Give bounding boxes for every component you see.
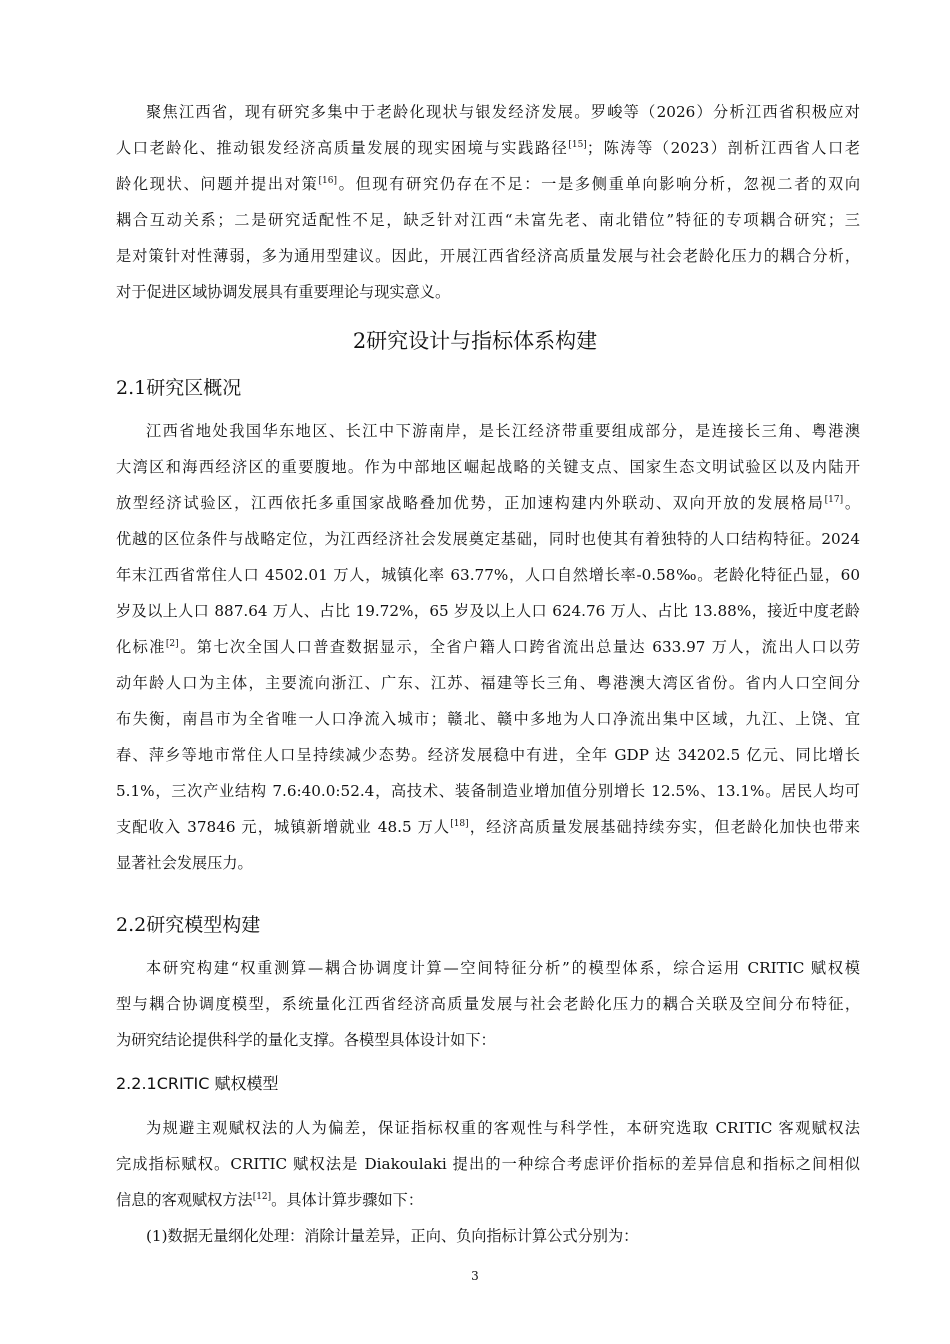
text-line: 聚焦江西省，现有研究多集中于老龄化现状与银发经济发展。罗峻等（2026）分析江西省积极应对: [146, 103, 860, 121]
region-overview-paragraph: [116, 413, 860, 881]
text-line: 耦合互动关系；二是研究适配性不足，缺乏针对江西“未富先老、南北错位”特征的专项耦合研究；三: [116, 211, 860, 229]
subsection-heading: 2.2研究模型构建: [116, 914, 261, 936]
text-line: 显著社会发展压力。: [116, 854, 253, 872]
citation: [2]: [165, 638, 179, 649]
text-line: 为研究结论提供科学的量化支撑。各模型具体设计如下：: [116, 1031, 496, 1049]
text-line: 是对策针对性薄弱，多为通用型建议。因此，开展江西省经济高质量发展与社会老龄化压力的耦合分析，: [116, 247, 860, 265]
text-line: 龄化现状、问题并提出对策[16]。但现有研究仍存在不足：一是多侧重单向影响分析，忽视二者的双向: [116, 175, 861, 193]
text-line: 大湾区和海西经济区的重要腹地。作为中部地区崛起战略的关键支点、国家生态文明试验区以及内陆开: [116, 458, 860, 476]
citation: [16]: [318, 175, 337, 186]
text-line: 化标准[2]。第七次全国人口普查数据显示，全省户籍人口跨省流出总量达 633.97 万人，流出人口以劳: [116, 638, 861, 656]
page-number: 3: [471, 1269, 479, 1283]
text-line: 岁及以上人口 887.64 万人、占比 19.72%，65 岁及以上人口 624.76 万人、占比 13.88%，接近中度老龄: [116, 602, 860, 620]
text-line: 型与耦合协调度模型，系统量化江西省经济高质量发展与社会老龄化压力的耦合关联及空间分布特征，: [116, 995, 860, 1013]
text-line: 江西省地处我国华东地区、长江中下游南岸，是长江经济带重要组成部分，是连接长三角、粤港澳: [146, 422, 860, 440]
citation: [12]: [252, 1191, 272, 1202]
model-paragraph: [116, 950, 860, 1058]
text-line: 为规避主观赋权法的人为偏差，保证指标权重的客观性与科学性，本研究选取 CRITIC 客观赋权法: [146, 1119, 860, 1137]
text-line: 动年龄人口为主体，主要流向浙江、广东、江苏、福建等长三角、粤港澳大湾区省份。省内人口空间分: [116, 674, 860, 692]
section-heading: 2研究设计与指标体系构建: [352, 329, 598, 353]
subsubsection-heading: 2.2.1CRITIC 赋权模型: [116, 1074, 279, 1093]
text-line: 本研究构建“权重测算—耦合协调度计算—空间特征分析”的模型体系，综合运用 CRITIC 赋权模: [146, 959, 860, 977]
text-line: 支配收入 37846 元，城镇新增就业 48.5 万人[18]，经济高质量发展基础持续夯实，但老龄化加快也带来: [116, 818, 860, 836]
text-line: 人口老龄化、推动银发经济高质量发展的现实困境与实践路径[15]；陈涛等（2023）剖析江西省人口老: [116, 139, 861, 157]
text-line: 年末江西省常住人口 4502.01 万人，城镇化率 63.77%，人口自然增长率-0.58‰。老龄化特征凸显，60: [116, 566, 860, 584]
citation: [18]: [450, 818, 469, 829]
text-line: 布失衡，南昌市为全省唯一人口净流入城市；赣北、赣中多地为人口净流出集中区域，九江、上饶、宜: [116, 710, 860, 728]
critic-paragraph: [116, 1110, 860, 1254]
citation: [17]: [824, 494, 844, 505]
text-line: 5.1%，三次产业结构 7.6:40.0:52.4，高技术、装备制造业增加值分别增长 12.5%、13.1%。居民人均可: [116, 782, 860, 800]
text-line: 完成指标赋权。CRITIC 赋权法是 Diakoulaki 提出的一种综合考虑评价指标的差异信息和指标之间相似: [116, 1155, 860, 1173]
text-line: 对于促进区域协调发展具有重要理论与现实意义。: [116, 283, 451, 301]
text-line: 信息的客观赋权方法[12]。具体计算步骤如下：: [116, 1191, 424, 1209]
text-line: 春、萍乡等地市常住人口呈持续减少态势。经济发展稳中有进，全年 GDP 达 34202.5 亿元、同比增长: [116, 746, 860, 764]
intro-paragraph: [116, 94, 860, 310]
text-line: (1)数据无量纲化处理：消除计量差异，正向、负向指标计算公式分别为：: [146, 1227, 639, 1245]
text-line: 优越的区位条件与战略定位，为江西经济社会发展奠定基础，同时也使其有着独特的人口结构特征。2024: [116, 530, 860, 548]
subsection-heading: 2.1研究区概况: [116, 377, 242, 399]
citation: [15]: [568, 139, 587, 150]
text-line: 放型经济试验区，江西依托多重国家战略叠加优势，正加速构建内外联动、双向开放的发展格局[17]。: [116, 494, 861, 512]
